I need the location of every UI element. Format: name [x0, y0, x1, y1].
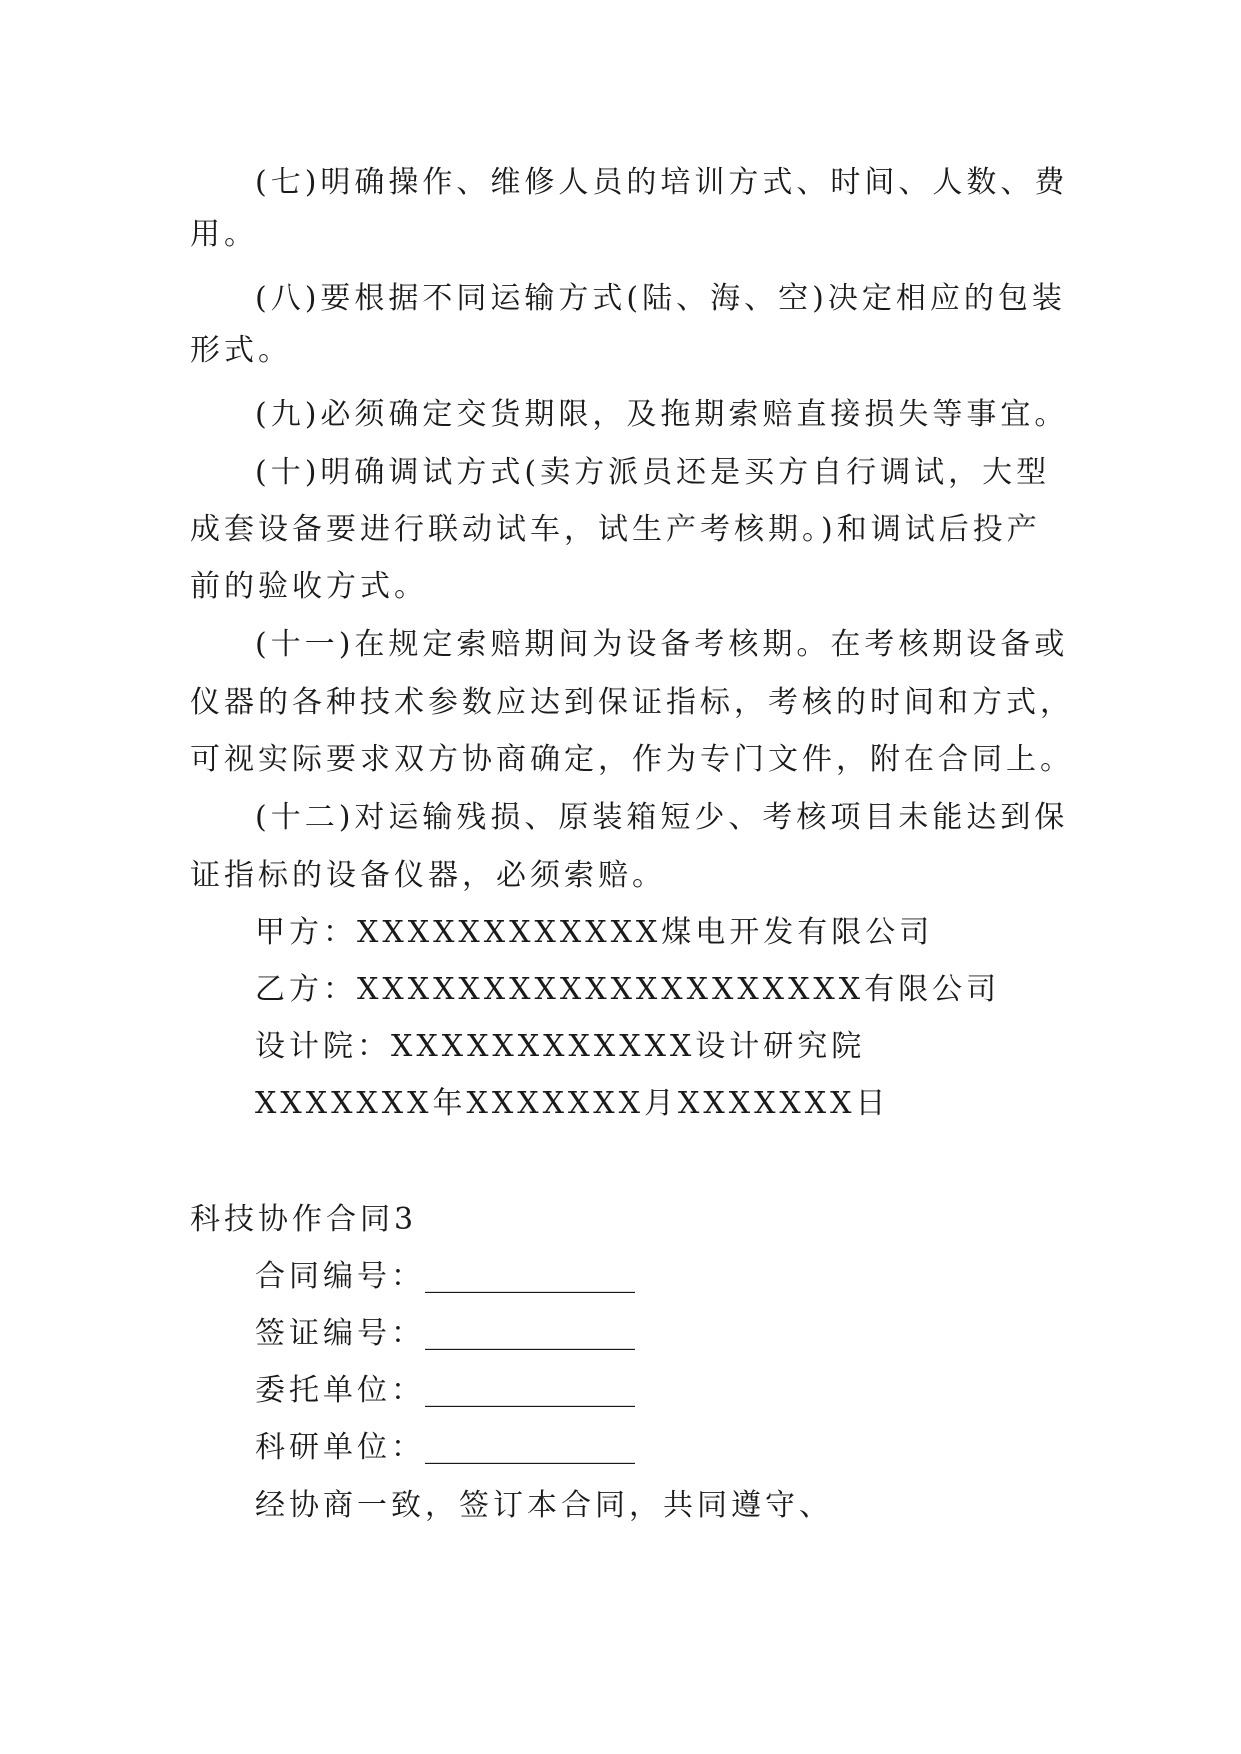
clause-10-line-3: 前的验收方式。 — [190, 569, 428, 604]
research-unit-blank: ______________ — [425, 1430, 635, 1465]
visa-number-field — [255, 1314, 635, 1354]
visa-number-blank: ______________ — [425, 1316, 635, 1351]
client-unit-blank: ______________ — [425, 1373, 635, 1408]
clause-12-line-2: 证指标的设备仪器，必须索赔。 — [190, 858, 666, 893]
contract-3-title: 科技协作合同3 — [190, 1202, 418, 1237]
research-unit-field — [255, 1428, 635, 1468]
clause-7-line-2: 用。 — [190, 217, 258, 252]
clause-11-line-3: 可视实际要求双方协商确定，作为专门文件，附在合同上。 — [190, 742, 1074, 777]
contract-number-field — [255, 1257, 635, 1297]
clause-12-line-1: (十二)对运输残损、原装箱短少、考核项目未能达到保 — [255, 800, 1069, 835]
clause-7-line-1: (七)明确操作、维修人员的培训方式、时间、人数、费 — [255, 165, 1069, 200]
party-b-signature: 乙方：XXXXXXXXXXXXXXXXXXXX有限公司 — [255, 972, 1001, 1007]
clause-8-line-2: 形式。 — [190, 333, 292, 368]
clause-11-line-2: 仪器的各种技术参数应达到保证指标，考核的时间和方式， — [190, 685, 1074, 720]
clause-11-line-1: (十一)在规定索赔期间为设备考核期。在考核期设备或 — [255, 627, 1069, 662]
clause-9-line-1: (九)必须确定交货期限，及拖期索赔直接损失等事宜。 — [255, 397, 1069, 432]
research-unit-label: 科研单位： — [255, 1430, 425, 1465]
client-unit-label: 委托单位： — [255, 1373, 425, 1408]
visa-number-label: 签证编号： — [255, 1316, 425, 1351]
design-institute-signature: 设计院：XXXXXXXXXXXX设计研究院 — [255, 1029, 866, 1064]
clause-10-line-2: 成套设备要进行联动试车，试生产考核期。)和调试后投产 — [190, 512, 1041, 547]
clause-8-line-1: (八)要根据不同运输方式(陆、海、空)决定相应的包装 — [255, 281, 1066, 316]
signing-date: XXXXXXX年XXXXXXX月XXXXXXX日 — [255, 1086, 890, 1121]
party-a-signature: 甲方：XXXXXXXXXXXX煤电开发有限公司 — [255, 915, 934, 950]
client-unit-field — [255, 1371, 635, 1411]
contract-3-intro: 经协商一致，签订本合同，共同遵守、 — [255, 1488, 833, 1523]
contract-number-blank: ______________ — [425, 1259, 635, 1294]
contract-number-label: 合同编号： — [255, 1259, 425, 1294]
clause-10-line-1: (十)明确调试方式(卖方派员还是买方自行调试，大型 — [255, 455, 1051, 490]
